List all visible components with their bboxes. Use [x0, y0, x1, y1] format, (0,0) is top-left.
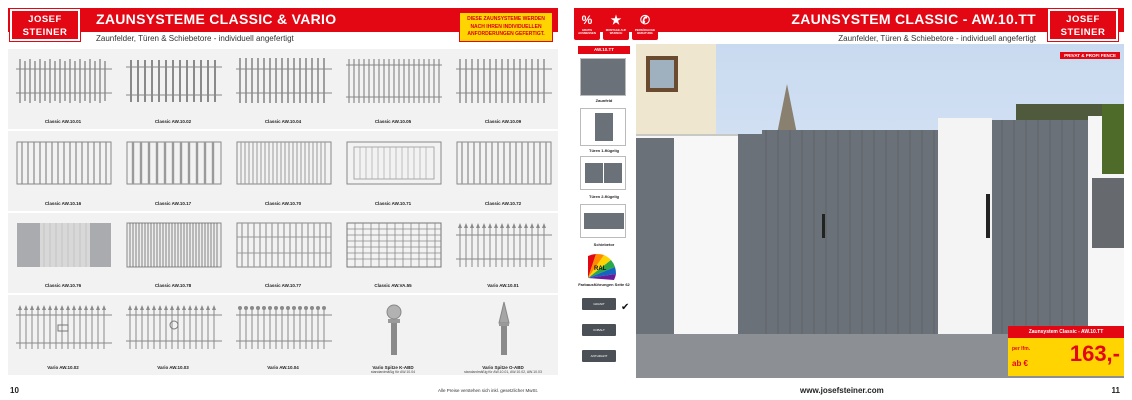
page-subtitle: Zaunfelder, Türen & Schiebetore - individuell angefertigt — [838, 34, 1036, 43]
fence-picket-image — [236, 55, 332, 105]
fence-model-label: Classic AW.10.70 — [264, 201, 302, 206]
fence-spike-image — [456, 219, 552, 269]
fence-item[interactable] — [338, 213, 448, 293]
fence-item[interactable] — [8, 213, 118, 293]
color-swatch-anthrazit[interactable]: ANTHRAZIT — [582, 350, 616, 362]
brand-logo[interactable] — [10, 9, 80, 41]
fence-panel-thumb[interactable] — [580, 58, 626, 96]
fence-item[interactable] — [338, 295, 448, 375]
sliding-gate-thumb[interactable] — [580, 204, 626, 238]
phone-icon: ✆ — [639, 13, 651, 27]
page-number: 11 — [1111, 386, 1120, 395]
variant-label: Schiebetor — [593, 242, 615, 247]
ral-text: RAL — [594, 266, 607, 272]
fence-row — [8, 213, 558, 293]
fence-item[interactable] — [448, 213, 558, 293]
fence-catalog-grid — [8, 49, 558, 377]
fence-spike-image — [236, 301, 332, 351]
fence-row — [8, 295, 558, 375]
badge-text: GRATIS AUSMESSEN — [578, 28, 596, 36]
model-code-header: AW.10.TT — [578, 46, 630, 54]
fence-model-label: Classic AW.VA.55 — [374, 283, 412, 288]
fence-model-label: Vario AW.10.04 — [267, 365, 299, 370]
fence-picket-image — [126, 137, 222, 187]
notice-line: ANFORDERUNGEN GEFERTIGT. — [467, 31, 545, 37]
ball-finial-image — [346, 297, 442, 355]
fence-item[interactable] — [228, 213, 338, 293]
checkmark-icon: ✔ — [621, 302, 630, 313]
price-footnote: Alle Preise verstehen sich inkl. gesetzlicher MwSt. — [438, 388, 539, 393]
fence-model-label: Classic AW.10.71 — [374, 201, 412, 206]
logo-line1: JOSEF — [28, 14, 62, 25]
ral-color-fan[interactable] — [580, 250, 626, 280]
page-subtitle: Zaunfelder, Türen & Schiebetore - individuell angefertigt — [96, 34, 294, 43]
colors-reference-label: Farbausführungen Seite 62 — [578, 282, 630, 287]
price-caption: Zaunsystem Classic - AW.10.TT — [1008, 326, 1124, 338]
website-link[interactable]: www.josefsteiner.com — [800, 386, 884, 395]
fence-item[interactable] — [228, 295, 338, 375]
fence-picket-image — [236, 137, 332, 187]
custom-made-notice — [459, 12, 553, 42]
badge-text: MONTAGE AUF WUNSCH — [605, 28, 627, 36]
double-gate-thumb[interactable] — [580, 156, 626, 190]
price-currency: ab € — [1012, 359, 1029, 368]
logo-line2: STEINER — [1060, 27, 1106, 38]
fence-item[interactable] — [338, 131, 448, 211]
fence-item[interactable] — [118, 213, 228, 293]
fence-item[interactable] — [228, 49, 338, 129]
variant-label: Türen 1-flügelig — [589, 148, 619, 153]
fence-model-label: Classic AW.10.76 — [44, 283, 82, 288]
fence-model-label: Classic AW.10.78 — [154, 283, 192, 288]
price-unit: per lfm. — [1012, 346, 1031, 352]
fence-item[interactable] — [448, 131, 558, 211]
fence-item[interactable] — [448, 49, 558, 129]
fence-model-label: Classic AW.10.09 — [484, 119, 522, 124]
color-swatch-kobalt[interactable]: KOBALT — [582, 324, 616, 336]
fence-picket-image — [16, 137, 112, 187]
free-measuring-badge[interactable] — [574, 10, 600, 40]
brand-logo[interactable] — [1048, 9, 1118, 41]
fence-model-note: standardmäßig für AW.10.04 — [370, 370, 416, 374]
fence-picket-image — [16, 55, 112, 105]
page-number: 10 — [10, 386, 19, 395]
fence-model-label: Vario Spitze O-ABD — [482, 365, 524, 370]
fence-picket-image — [456, 55, 552, 105]
star-icon: ★ — [610, 13, 622, 27]
fence-mesh-image — [346, 219, 442, 269]
fence-model-label: Classic AW.10.17 — [154, 201, 192, 206]
single-gate-thumb[interactable] — [580, 108, 626, 146]
product-line-tag: PRIVAT & PROFI FENCE — [1060, 52, 1120, 59]
right-page — [566, 0, 1132, 400]
fence-picket-image — [126, 55, 222, 105]
logo-line1: JOSEF — [1066, 14, 1100, 25]
fence-model-label: Vario Spitze K-ABD — [372, 365, 414, 370]
fence-item[interactable] — [448, 295, 558, 375]
color-swatch-granit[interactable]: GRANIT — [582, 298, 616, 310]
variant-label: Zaunfeld — [595, 98, 613, 103]
service-badges — [574, 10, 660, 42]
fence-model-label: Classic AW.10.05 — [374, 119, 412, 124]
fence-picket-image — [346, 55, 442, 105]
fence-row — [8, 131, 558, 211]
installation-badge[interactable] — [603, 10, 629, 40]
fence-item[interactable] — [8, 49, 118, 129]
variant-label: Türen 2-flügelig — [589, 194, 619, 199]
spear-finial-image — [456, 297, 552, 355]
notice-line: DIESE ZAUNSYSTEME WERDEN — [467, 16, 545, 22]
percent-icon: % — [581, 13, 593, 27]
fence-item[interactable] — [118, 295, 228, 375]
fence-model-label: Classic AW.10.04 — [264, 119, 302, 124]
logo-line2: STEINER — [22, 27, 68, 38]
fence-picket-image — [346, 137, 442, 187]
fence-model-label: Vario AW.10.02 — [47, 365, 79, 370]
fence-item[interactable] — [118, 131, 228, 211]
notice-line: NACH IHREN INDIVIDUELLEN — [470, 23, 542, 30]
fence-picket-image — [456, 137, 552, 187]
fence-picket-image — [236, 219, 332, 269]
fence-model-label: Classic AW.10.77 — [264, 283, 302, 288]
fence-model-label: Classic AW.10.72 — [484, 201, 522, 206]
fence-item[interactable] — [8, 295, 118, 375]
badge-text: PERSÖNLICHE BERATUNG — [634, 28, 656, 36]
fence-panel-image — [16, 219, 112, 269]
fence-model-label: Classic AW.10.02 — [154, 119, 192, 124]
gate-product-photo — [636, 44, 1124, 378]
fence-model-note: standardmäßig für AW.10.01, AW.10.02, AW.10.03 — [464, 370, 542, 374]
consulting-badge[interactable] — [632, 10, 658, 40]
fence-spike-image — [126, 301, 222, 351]
fence-model-label: Classic AW.10.16 — [44, 201, 82, 206]
color-fan-icon — [580, 250, 626, 280]
fence-model-label: Vario AW.10.03 — [157, 365, 189, 370]
variant-sidebar — [574, 44, 634, 378]
page-title: ZAUNSYSTEME CLASSIC & VARIO — [96, 11, 337, 27]
page-title: ZAUNSYSTEM CLASSIC - AW.10.TT — [791, 11, 1036, 27]
fence-row — [8, 49, 558, 129]
price-value: 163,- — [1069, 341, 1120, 366]
fence-item[interactable] — [228, 131, 338, 211]
price-badge — [1008, 326, 1124, 376]
fence-picket-image — [126, 219, 222, 269]
fence-model-label: Vario AW.10.01 — [487, 283, 519, 288]
fence-item[interactable] — [118, 49, 228, 129]
fence-model-label: Classic AW.10.01 — [44, 119, 82, 124]
fence-item[interactable] — [8, 131, 118, 211]
fence-spike-image — [16, 301, 112, 351]
fence-item[interactable] — [338, 49, 448, 129]
